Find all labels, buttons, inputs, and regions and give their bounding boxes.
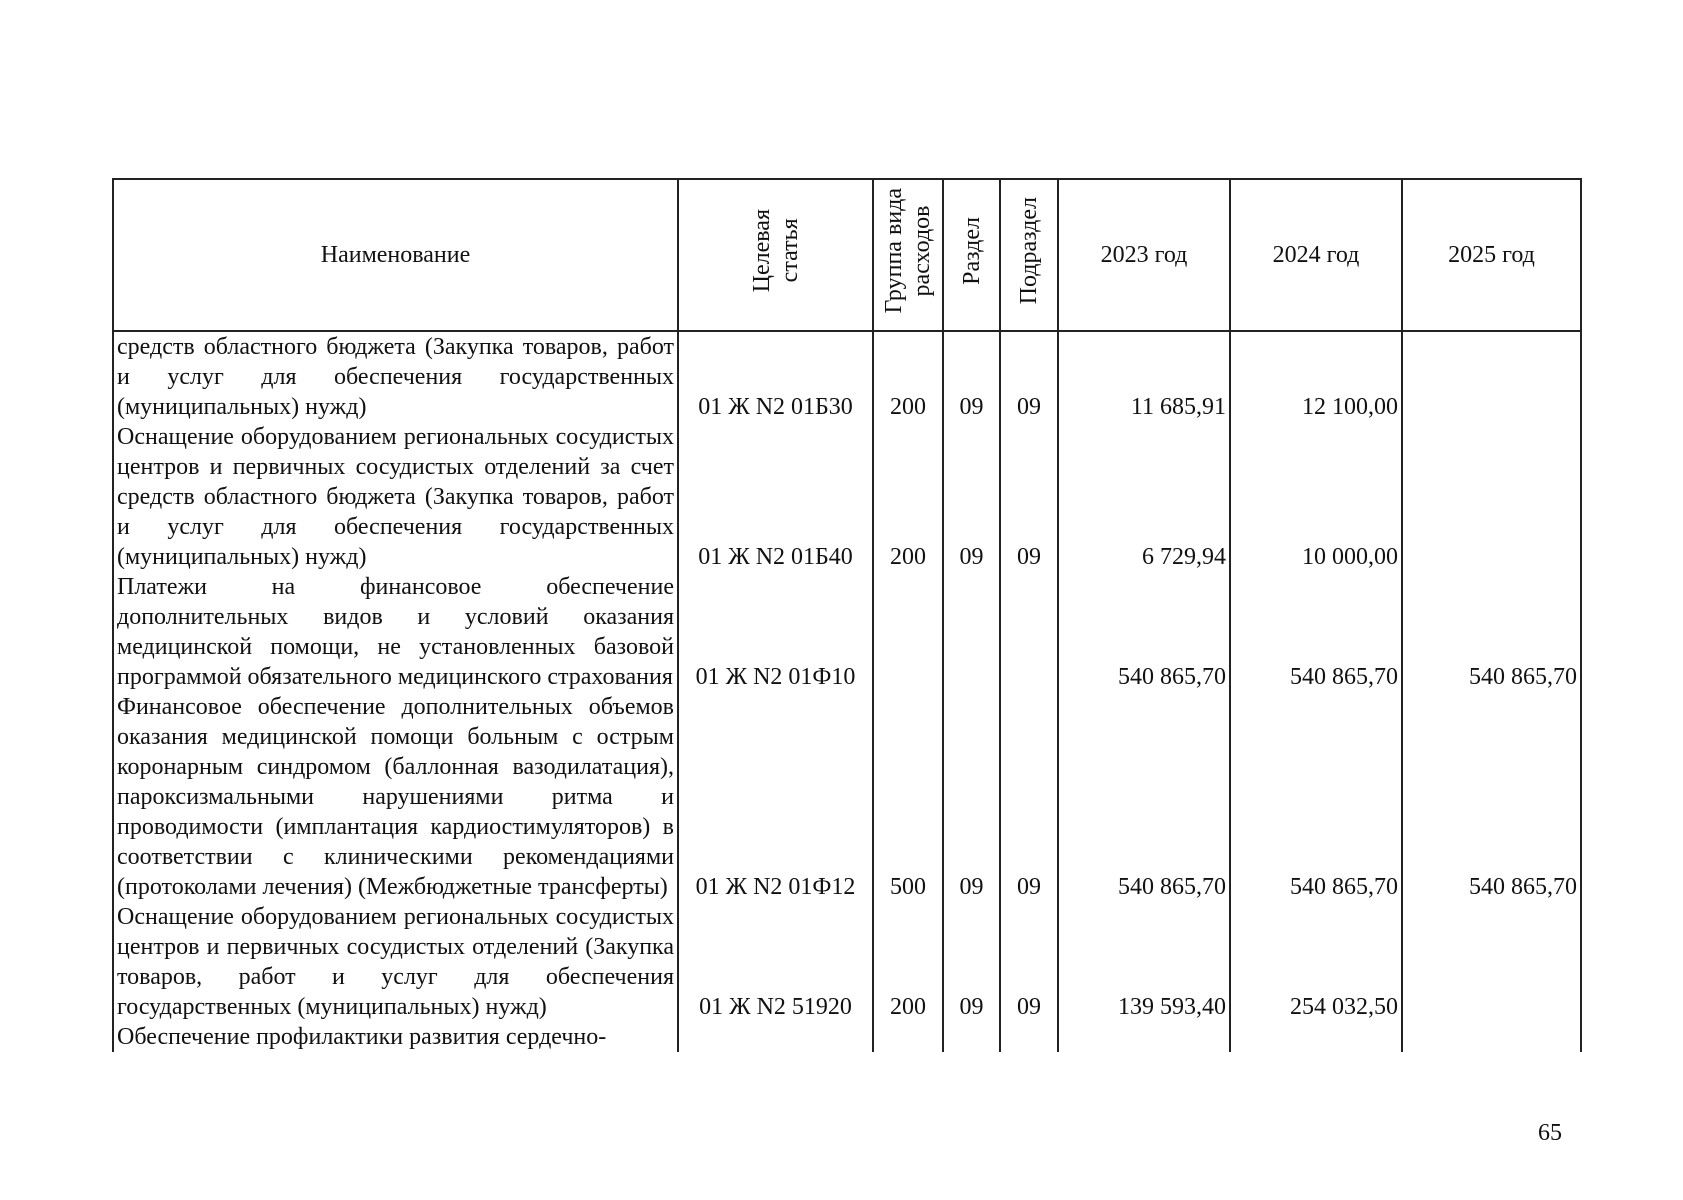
row-amount-2025: 540 865,70	[1402, 572, 1581, 692]
row-amount-2023: 11 685,91	[1058, 331, 1230, 422]
row-amount-2024	[1230, 1022, 1402, 1052]
row-section: 09	[943, 902, 1000, 1022]
row-amount-2023	[1058, 1022, 1230, 1052]
row-subsection: 09	[1000, 422, 1058, 572]
row-subsection	[1000, 1022, 1058, 1052]
row-target-article: 01 Ж N2 51920	[678, 902, 873, 1022]
row-amount-2025	[1402, 1022, 1581, 1052]
row-expense-group	[873, 572, 943, 692]
row-amount-2025	[1402, 902, 1581, 1022]
row-amount-2025: 540 865,70	[1402, 692, 1581, 902]
row-name: Оснащение оборудованием региональных сосудистых центров и первичных сосудистых отделений (Закупка товаров, работ и услуг для обеспечения государственных (муниципальных) нужд)	[113, 902, 678, 1022]
row-subsection	[1000, 572, 1058, 692]
row-target-article	[678, 1022, 873, 1052]
row-amount-2023: 139 593,40	[1058, 902, 1230, 1022]
row-amount-2024: 10 000,00	[1230, 422, 1402, 572]
header-expense-group: Группа вида расходов	[873, 179, 943, 331]
table-header	[113, 179, 1581, 331]
header-year-2025: 2025 год	[1402, 179, 1581, 331]
header-subsection: Подраздел	[1000, 179, 1058, 331]
table-row	[113, 1022, 1581, 1052]
row-section: 09	[943, 692, 1000, 902]
row-expense-group: 200	[873, 902, 943, 1022]
table-row	[113, 422, 1581, 572]
row-name: Оснащение оборудованием региональных сосудистых центров и первичных сосудистых отделений за счет средств областного бюджета (Закупка товаров, работ и услуг для обеспечения государственных (муниципальных) нужд)	[113, 422, 678, 572]
row-expense-group	[873, 1022, 943, 1052]
row-expense-group: 500	[873, 692, 943, 902]
row-target-article: 01 Ж N2 01Ф12	[678, 692, 873, 902]
table-body	[113, 331, 1581, 1052]
budget-table	[112, 178, 1582, 1052]
row-subsection: 09	[1000, 692, 1058, 902]
row-section: 09	[943, 331, 1000, 422]
table-row	[113, 902, 1581, 1022]
header-target-article: Целевая статья	[678, 179, 873, 331]
row-amount-2024: 254 032,50	[1230, 902, 1402, 1022]
row-section	[943, 572, 1000, 692]
row-subsection: 09	[1000, 331, 1058, 422]
table-row	[113, 572, 1581, 692]
table-row	[113, 331, 1581, 422]
row-name: Обеспечение профилактики развития сердечно-	[113, 1022, 678, 1052]
header-year-2023: 2023 год	[1058, 179, 1230, 331]
header-year-2024: 2024 год	[1230, 179, 1402, 331]
row-amount-2023: 540 865,70	[1058, 692, 1230, 902]
row-amount-2024: 540 865,70	[1230, 572, 1402, 692]
header-name: Наименование	[113, 179, 678, 331]
row-amount-2025	[1402, 422, 1581, 572]
row-amount-2025	[1402, 331, 1581, 422]
row-name: средств областного бюджета (Закупка товаров, работ и услуг для обеспечения государственных (муниципальных) нужд)	[113, 331, 678, 422]
row-amount-2024: 540 865,70	[1230, 692, 1402, 902]
row-amount-2024: 12 100,00	[1230, 331, 1402, 422]
row-amount-2023: 540 865,70	[1058, 572, 1230, 692]
row-amount-2023: 6 729,94	[1058, 422, 1230, 572]
row-section	[943, 1022, 1000, 1052]
page-number: 65	[1538, 1120, 1562, 1146]
row-expense-group: 200	[873, 331, 943, 422]
row-name: Платежи на финансовое обеспечение дополнительных видов и условий оказания медицинской помощи, не установленных базовой программой обязательного медицинского страхования	[113, 572, 678, 692]
table-row	[113, 692, 1581, 902]
row-target-article: 01 Ж N2 01Ф10	[678, 572, 873, 692]
row-subsection: 09	[1000, 902, 1058, 1022]
row-name: Финансовое обеспечение дополнительных объемов оказания медицинской помощи больным с острым коронарным синдромом (баллонная вазодилатация), пароксизмальными нарушениями ритма и проводимости (имплантация кардиостимуляторов) в соответствии с клиническими рекомендациями (протоколами лечения) (Межбюджетные трансферты)	[113, 692, 678, 902]
row-target-article: 01 Ж N2 01Б40	[678, 422, 873, 572]
row-target-article: 01 Ж N2 01Б30	[678, 331, 873, 422]
row-section: 09	[943, 422, 1000, 572]
row-expense-group: 200	[873, 422, 943, 572]
header-section: Раздел	[943, 179, 1000, 331]
